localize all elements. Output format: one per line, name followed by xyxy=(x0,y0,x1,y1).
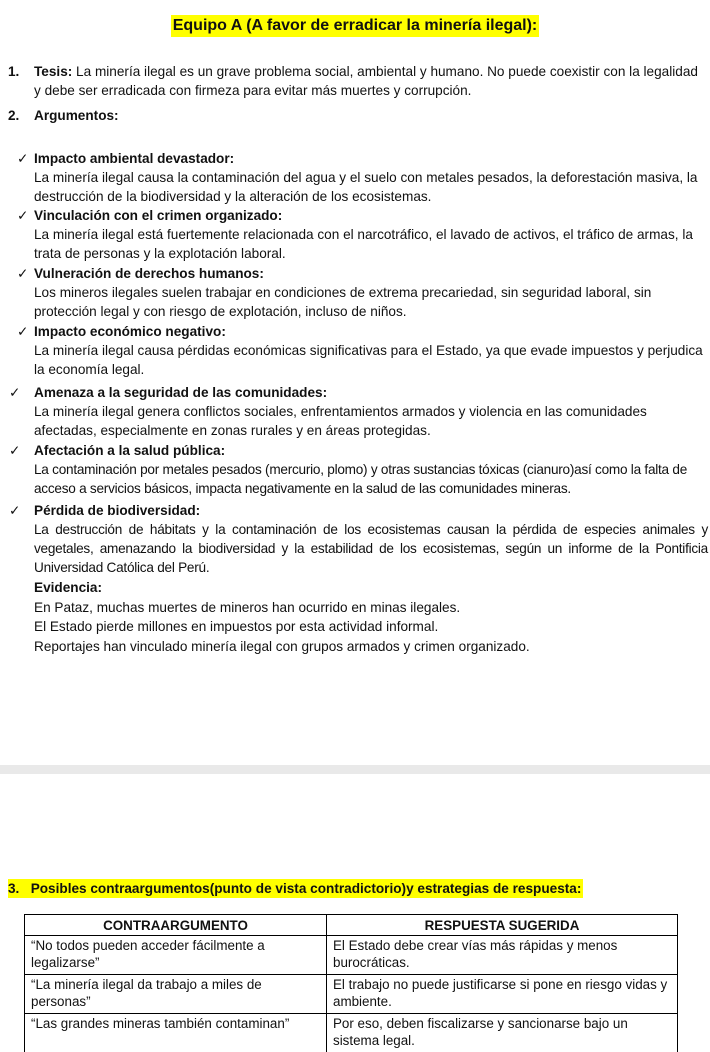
argument-title: Amenaza a la seguridad de las comunidades: xyxy=(34,385,328,400)
table-cell: El trabajo no puede justificarse si pone en riesgo vidas y ambiente. xyxy=(327,974,678,1013)
argument-title: Impacto ambiental devastador: xyxy=(34,151,235,166)
argument-title: Vulneración de derechos humanos: xyxy=(34,266,264,281)
column-header-respuesta: RESPUESTA SUGERIDA xyxy=(327,915,678,936)
arguments-number: 2. xyxy=(8,108,20,123)
argument-item xyxy=(9,383,706,440)
argument-title: Vinculación con el crimen organizado: xyxy=(34,208,283,223)
evidence-title: Evidencia: xyxy=(34,580,102,595)
argument-item xyxy=(9,501,708,577)
table-row xyxy=(25,974,678,1013)
table-row xyxy=(25,935,678,974)
argument-title: Impacto económico negativo: xyxy=(34,324,226,339)
thesis-item xyxy=(8,62,698,100)
page-separator xyxy=(0,765,710,774)
table-cell: Por eso, deben fiscalizarse y sancionarse bajo un sistema legal. xyxy=(327,1013,678,1052)
argument-text: Los mineros ilegales suelen trabajar en condiciones de extrema precariedad, sin seguridad laboral, sin protección legal y con riesgo de explotación, incluso de niños. xyxy=(34,285,652,319)
evidence-line: El Estado pierde millones en impuestos por esta actividad informal. xyxy=(34,619,439,635)
table-header-row xyxy=(25,915,678,936)
arguments-heading xyxy=(8,106,119,125)
argument-text: La minería ilegal genera conflictos sociales, enfrentamientos armados y violencia en las comunidades afectadas, especialmente en zonas rurales y en áreas protegidas. xyxy=(34,404,647,438)
counter-arguments-heading xyxy=(8,879,583,898)
counter-arguments-table xyxy=(24,914,678,1052)
argument-title: Pérdida de biodiversidad: xyxy=(34,503,201,518)
argument-text: La minería ilegal causa la contaminación del agua y el suelo con metales pesados, la deforestación masiva, la destrucción de la biodiversidad y la alteración de los ecosistemas. xyxy=(34,170,698,204)
table-row xyxy=(25,1013,678,1052)
argument-item xyxy=(17,206,706,263)
check-icon: ✓ xyxy=(17,208,29,223)
arguments-label: Argumentos: xyxy=(34,108,119,123)
thesis-text: La minería ilegal es un grave problema social, ambiental y humano. No puede coexistir con la legalidad y debe ser erradicada con firmeza para evitar más muertes y corrupción. xyxy=(34,64,698,98)
argument-text: La destrucción de hábitats y la contaminación de los ecosistemas causan la pérdida de especies animales y vegetales, amenazando la biodiversidad y la estabilidad de los ecosistemas, según un informe de la Pontificia Universidad Católica del Perú. xyxy=(34,522,708,575)
argument-text: La contaminación por metales pesados (mercurio, plomo) y otras sustancias tóxicas (cianuro)así como la falta de acceso a servicios básicos, impacta negativamente en la salud de las comunidades mineras. xyxy=(34,462,688,496)
argument-item xyxy=(9,441,708,498)
document-title: Equipo A (A favor de erradicar la minería ilegal): xyxy=(171,15,540,37)
thesis-number: 1. xyxy=(8,64,20,79)
counter-label: Posibles contraargumentos(punto de vista contradictorio)y estrategias de respuesta: xyxy=(30,881,582,896)
table-cell: “La minería ilegal da trabajo a miles de personas” xyxy=(25,974,327,1013)
check-icon: ✓ xyxy=(9,443,21,458)
table-cell: El Estado debe crear vías más rápidas y menos burocráticas. xyxy=(327,935,678,974)
argument-text: La minería ilegal causa pérdidas económicas significativas para el Estado, ya que evade impuestos y perjudica la economía legal. xyxy=(34,343,703,377)
check-icon: ✓ xyxy=(17,151,29,166)
evidence-section xyxy=(34,578,704,656)
argument-title: Afectación a la salud pública: xyxy=(34,443,226,458)
check-icon: ✓ xyxy=(17,324,29,339)
evidence-line: En Pataz, muchas muertes de mineros han ocurrido en minas ilegales. xyxy=(34,599,461,615)
check-icon: ✓ xyxy=(9,385,21,400)
evidence-line: Reportajes han vinculado minería ilegal con grupos armados y crimen organizado. xyxy=(34,638,530,654)
title-container xyxy=(0,15,710,37)
table-cell: “No todos pueden acceder fácilmente a legalizarse” xyxy=(25,935,327,974)
thesis-label: Tesis: xyxy=(34,64,73,79)
check-icon: ✓ xyxy=(9,503,21,518)
table-cell: “Las grandes mineras también contaminan” xyxy=(25,1013,327,1052)
argument-item xyxy=(17,149,706,206)
document-page-2 xyxy=(0,774,710,1052)
column-header-contraargumento: CONTRAARGUMENTO xyxy=(25,915,327,936)
argument-item xyxy=(17,264,706,321)
check-icon: ✓ xyxy=(17,266,29,281)
argument-item xyxy=(17,322,706,379)
argument-text: La minería ilegal está fuertemente relacionada con el narcotráfico, el lavado de activos, el tráfico de armas, la trata de personas y la explotación laboral. xyxy=(34,227,693,261)
counter-number: 3. xyxy=(8,881,20,896)
